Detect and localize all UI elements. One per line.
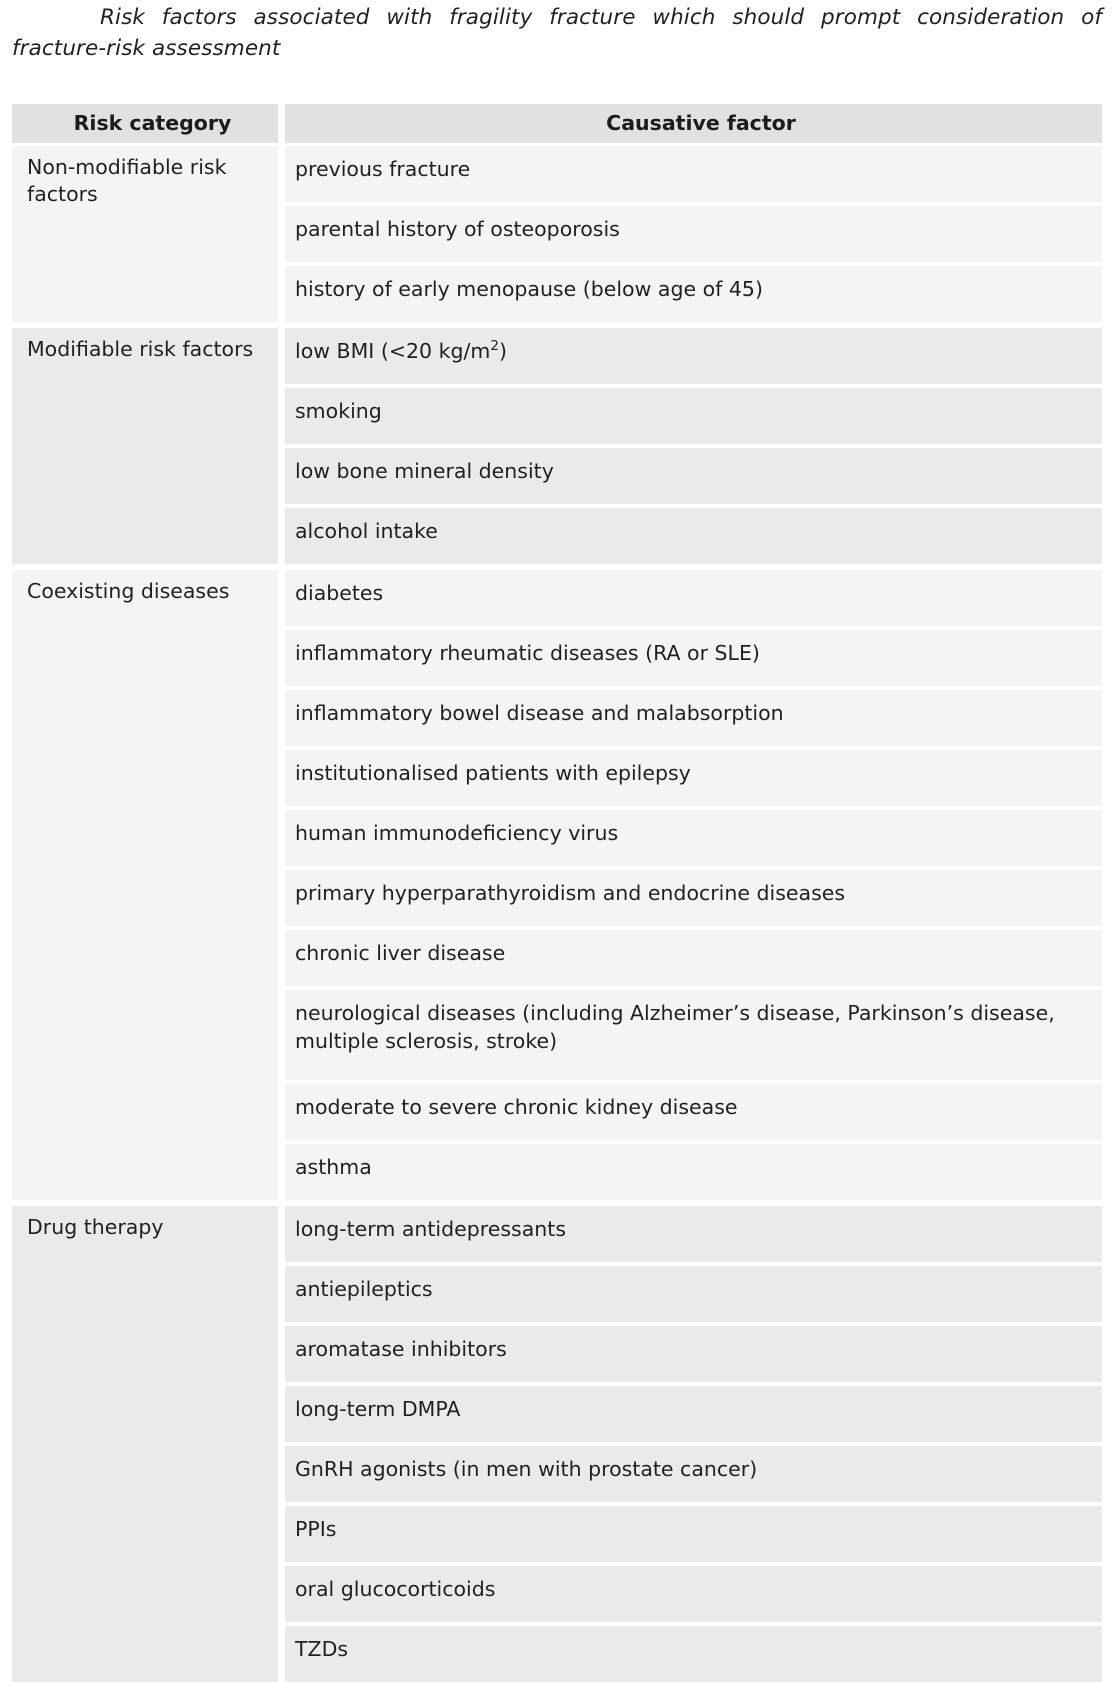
causative-factor-cell: PPIs [285, 1506, 1102, 1562]
causative-factor-cell: alcohol intake [285, 508, 1102, 564]
causative-factor-cell: asthma [285, 1144, 1102, 1200]
causative-factor-cell: inflammatory bowel disease and malabsorption [285, 690, 1102, 746]
superscript-two: 2 [490, 338, 499, 355]
causative-factor-cell: parental history of osteoporosis [285, 206, 1102, 262]
causative-factor-cell: diabetes [285, 570, 1102, 626]
risk-category-cell: Modifiable risk factors [12, 328, 285, 564]
table-row [12, 570, 1102, 626]
table-body [12, 143, 1102, 1682]
header-risk-category: Risk category [12, 104, 285, 143]
causative-factor-cell: low BMI (<20 $kg/m^2$) [285, 328, 1102, 384]
causative-factor-cell: smoking [285, 388, 1102, 444]
causative-factor-cell: chronic liver disease [285, 930, 1102, 986]
table-row [12, 146, 1102, 202]
risk-category-cell: Coexisting diseases [12, 570, 285, 1200]
causative-factor-cell: primary hyperparathyroidism and endocrine diseases [285, 870, 1102, 926]
causative-factor-cell: low bone mineral density [285, 448, 1102, 504]
causative-factor-cell: long-term antidepressants [285, 1206, 1102, 1262]
causative-factor-cell: institutionalised patients with epilepsy [285, 750, 1102, 806]
table-head [12, 104, 1102, 143]
causative-factor-cell: human immunodeficiency virus [285, 810, 1102, 866]
figure-caption: Risk factors associated with fragility fracture which should prompt consideration of fracture-risk assessment [12, 5, 1102, 61]
risk-category-cell: Drug therapy [12, 1206, 285, 1682]
header-causative-factor: Causative factor [285, 104, 1102, 143]
causative-factor-cell: inflammatory rheumatic diseases (RA or SLE) [285, 630, 1102, 686]
table-header-row [12, 104, 1102, 143]
causative-factor-cell: moderate to severe chronic kidney disease [285, 1084, 1102, 1140]
causative-factor-cell: TZDs [285, 1626, 1102, 1682]
risk-factors-table [12, 104, 1102, 1682]
table-row [12, 1206, 1102, 1262]
causative-factor-cell: previous fracture [285, 146, 1102, 202]
risk-category-cell: Non-modifiable risk factors [12, 146, 285, 322]
causative-factor-cell: GnRH agonists (in men with prostate cancer) [285, 1446, 1102, 1502]
causative-factor-cell: history of early menopause (below age of 45) [285, 266, 1102, 322]
causative-factor-cell: antiepileptics [285, 1266, 1102, 1322]
causative-factor-cell: neurological diseases (including Alzheimer’s disease, Parkinson’s disease, multiple sclerosis, stroke) [285, 990, 1102, 1080]
table-row [12, 328, 1102, 384]
causative-factor-cell: long-term DMPA [285, 1386, 1102, 1442]
causative-factor-cell: oral glucocorticoids [285, 1566, 1102, 1622]
causative-factor-cell: aromatase inhibitors [285, 1326, 1102, 1382]
